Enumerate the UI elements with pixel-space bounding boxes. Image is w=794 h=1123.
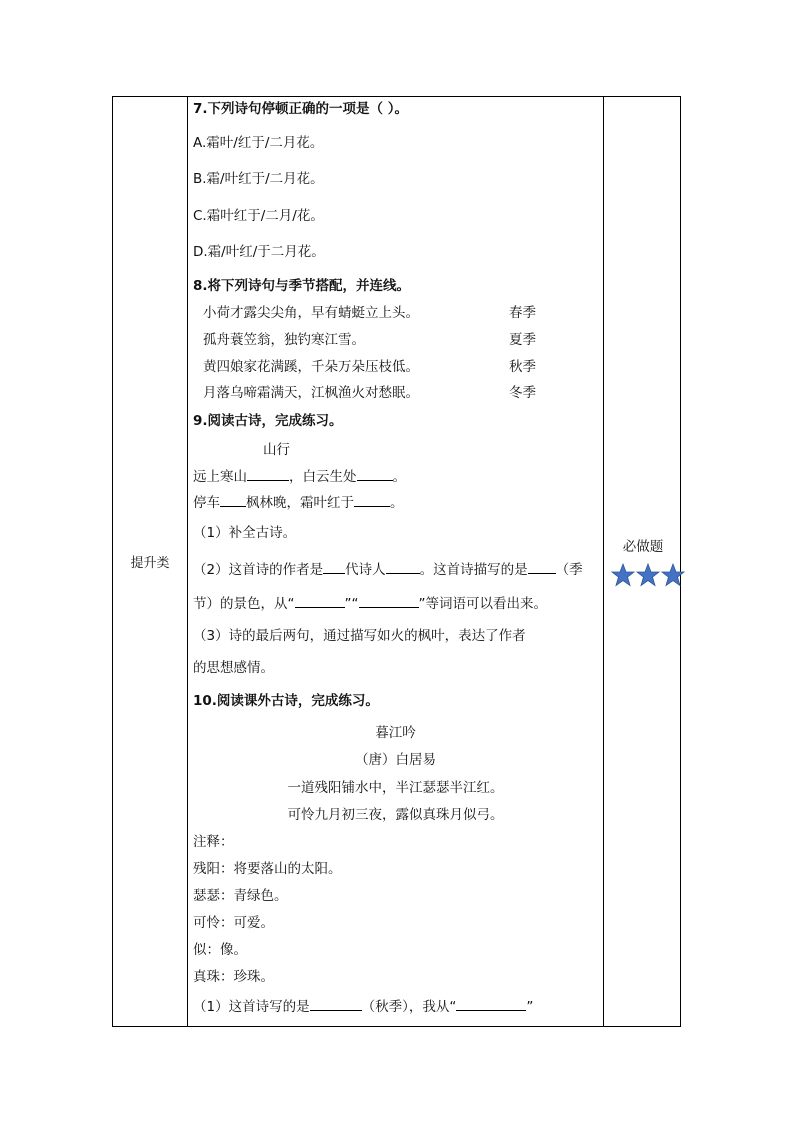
q8-season: 冬季	[509, 385, 536, 401]
q8-season: 春季	[509, 305, 536, 321]
fill-blank[interactable]	[310, 998, 362, 1011]
requirement-label: 必做题	[622, 539, 664, 555]
q9-poem-line-1: 远上寒山 ，白云生处 。	[193, 469, 406, 485]
q8-poem-line: 黄四娘家花满蹊，千朵万朵压枝低。	[203, 359, 419, 375]
q7-title: 7.下列诗句停顿正确的一项是（ ）。	[193, 101, 408, 117]
q10-poem-title: 暮江吟	[375, 725, 416, 741]
q7-option: A.霜叶/红于/二月花。	[193, 135, 324, 151]
q8-poem-line: 孤舟蓑笠翁，独钓寒江雪。	[203, 332, 365, 348]
q10-note: 瑟瑟：青绿色。	[193, 888, 288, 904]
star-icon	[611, 563, 635, 587]
fill-blank[interactable]	[247, 468, 289, 481]
q10-poem-line: 可怜九月初三夜，露似真珠月似弓。	[287, 807, 504, 823]
q8-poem-line: 小荷才露尖尖角，早有蜻蜓立上头。	[203, 305, 419, 321]
q8-poem-line: 月落乌啼霜满天，江枫渔火对愁眠。	[203, 385, 419, 401]
q9-sub3-line2: 的思想感情。	[193, 660, 274, 676]
fill-blank[interactable]	[386, 561, 420, 574]
q9-poem-title: 山行	[263, 442, 290, 458]
q7-option: B.霜/叶红于/二月花。	[193, 171, 324, 187]
q10-title: 10.阅读课外古诗，完成练习。	[193, 693, 379, 709]
q10-note: 真珠：珍珠。	[193, 969, 274, 985]
fill-blank[interactable]	[323, 561, 345, 574]
q10-note: 似：像。	[193, 942, 247, 958]
q7-option: D.霜/叶红/于二月花。	[193, 244, 325, 260]
q9-sub2-line1: （2）这首诗的作者是 代诗人 。这首诗描写的是 （季	[193, 562, 583, 578]
q10-note: 可怜：可爱。	[193, 915, 274, 931]
q10-sub1: （1）这首诗写的是 （秋季），我从“ ”	[193, 999, 534, 1015]
q8-season: 秋季	[509, 359, 536, 375]
q9-poem-line-2: 停车 枫林晚，霜叶红于 。	[193, 495, 404, 511]
q8-season: 夏季	[509, 332, 536, 348]
q10-notes-label: 注释：	[193, 834, 234, 850]
q9-title: 9.阅读古诗，完成练习。	[193, 413, 343, 429]
q7-option: C.霜叶红于/二月/花。	[193, 208, 324, 224]
q9-sub2-line2: 节）的景色，从“ ”“ ”等词语可以看出来。	[193, 596, 547, 612]
star-icon	[661, 563, 685, 587]
q10-author: （唐）白居易	[355, 752, 436, 768]
star-icon	[636, 563, 660, 587]
difficulty-stars	[611, 563, 686, 591]
fill-blank[interactable]	[220, 494, 246, 507]
fill-blank[interactable]	[528, 561, 556, 574]
q10-poem-line: 一道残阳铺水中，半江瑟瑟半江红。	[287, 780, 504, 796]
column-divider	[187, 97, 188, 1026]
fill-blank[interactable]	[357, 468, 393, 481]
fill-blank[interactable]	[295, 595, 345, 608]
q9-sub1: （1）补全古诗。	[193, 525, 297, 541]
category-cell: 提升类	[130, 556, 170, 571]
fill-blank[interactable]	[456, 998, 526, 1011]
q8-title: 8.将下列诗句与季节搭配，并连线。	[193, 278, 411, 294]
fill-blank[interactable]	[354, 494, 390, 507]
q9-sub3-line1: （3）诗的最后两句，通过描写如火的枫叶，表达了作者	[193, 628, 526, 644]
q10-note: 残阳：将要落山的太阳。	[193, 861, 342, 877]
worksheet-table	[112, 96, 681, 1027]
column-divider	[603, 97, 604, 1026]
fill-blank[interactable]	[359, 595, 419, 608]
